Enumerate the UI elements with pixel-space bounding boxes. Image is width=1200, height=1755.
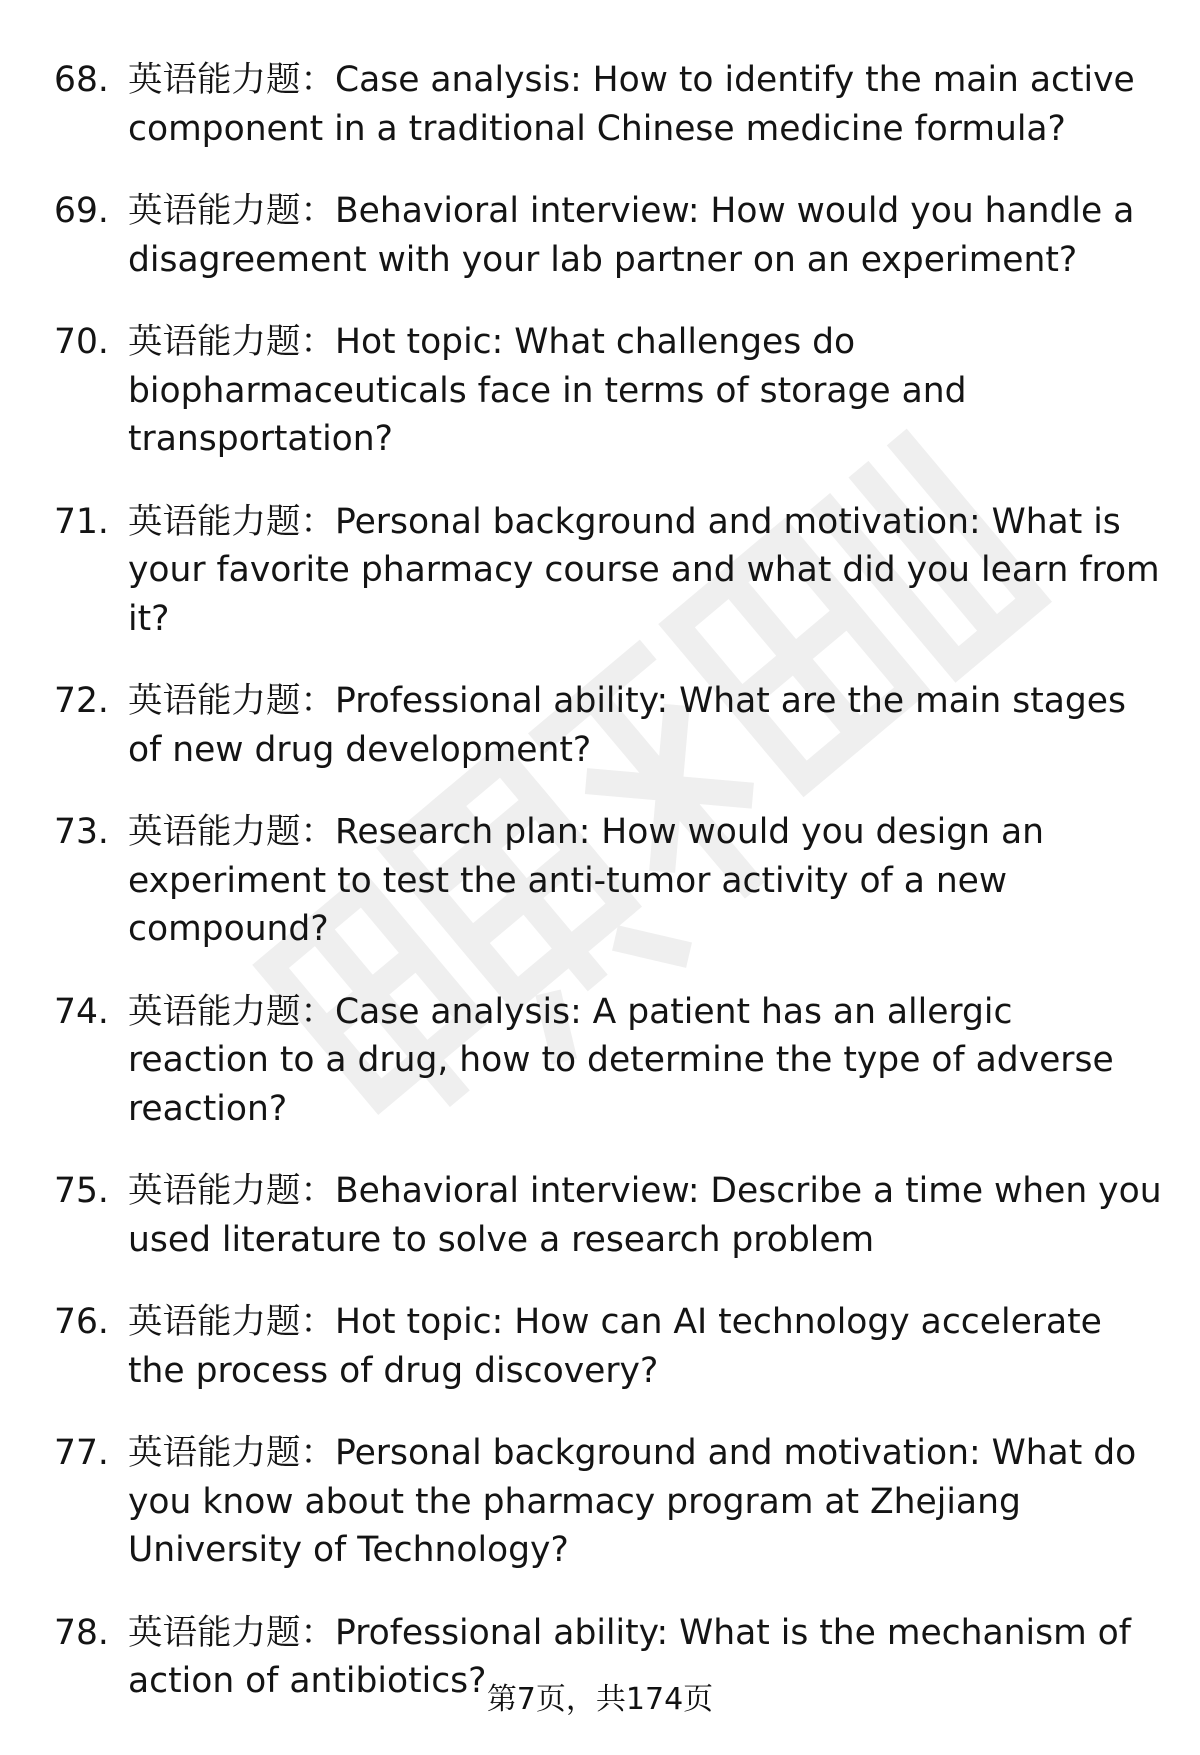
question-category-tag: 英语能力题：: [128, 322, 335, 362]
question-category-tag: 英语能力题：: [128, 501, 335, 542]
question-text: Personal background and motivation: What do you know about the pharmacy program at Zhejiang University of Technology?: [128, 1433, 1137, 1570]
question-body: [128, 988, 1164, 1134]
question-category-tag: 英语能力题：: [128, 1302, 335, 1342]
question-category-tag: 英语能力题：: [128, 60, 335, 100]
question-category-tag: 英语能力题：: [128, 1612, 335, 1653]
question-number: 70.: [54, 322, 109, 362]
page-number-footer: 第7页，共174页: [486, 1682, 714, 1717]
question-text: Behavioral interview: Describe a time when you used literature to solve a research problem: [128, 1171, 1162, 1260]
question-body: [128, 808, 1164, 954]
question-item: [54, 498, 1164, 644]
question-item: [54, 56, 1164, 153]
question-text: Behavioral interview: How would you handle a disagreement with your lab partner on an experiment?: [128, 191, 1135, 280]
question-text: Professional ability: What is the mechanism of action of antibiotics?: [128, 1612, 1131, 1701]
question-body: [128, 1298, 1164, 1395]
question-number: 71.: [54, 501, 109, 542]
question-category-tag: 英语能力题：: [128, 191, 335, 231]
question-number: 75.: [54, 1171, 109, 1211]
question-number: 68.: [54, 60, 109, 100]
question-text: Case analysis: A patient has an allergic reaction to a drug, how to determine the type of adverse reaction?: [128, 991, 1114, 1129]
question-body: [128, 1429, 1164, 1575]
question-text: Personal background and motivation: What is your favorite pharmacy course and what did you learn from it?: [128, 501, 1160, 639]
question-text: Hot topic: What challenges do biopharmaceuticals face in terms of storage and transportation?: [128, 322, 967, 459]
question-number: 72.: [54, 681, 109, 721]
question-category-tag: 英语能力题：: [128, 991, 335, 1032]
question-item: [54, 808, 1164, 954]
question-body: [128, 318, 1164, 464]
question-item: [54, 1298, 1164, 1395]
question-body: [128, 187, 1164, 284]
question-number: 74.: [54, 991, 109, 1032]
question-body: [128, 677, 1164, 774]
question-number: 78.: [54, 1612, 109, 1653]
question-list: [54, 56, 1164, 1740]
question-category-tag: 英语能力题：: [128, 812, 335, 852]
question-body: [128, 1167, 1164, 1264]
question-body: [128, 56, 1164, 153]
question-number: 77.: [54, 1433, 109, 1473]
question-item: [54, 677, 1164, 774]
question-item: [54, 187, 1164, 284]
question-item: [54, 1429, 1164, 1575]
question-text: Hot topic: How can AI technology accelerate the process of drug discovery?: [128, 1302, 1102, 1391]
question-text: Research plan: How would you design an experiment to test the anti-tumor activity of a new compound?: [128, 812, 1044, 949]
question-category-tag: 英语能力题：: [128, 681, 335, 721]
question-category-tag: 英语能力题：: [128, 1171, 335, 1211]
question-item: [54, 1167, 1164, 1264]
question-category-tag: 英语能力题：: [128, 1433, 335, 1473]
question-number: 76.: [54, 1302, 109, 1342]
question-text: Case analysis: How to identify the main active component in a traditional Chinese medicine formula?: [128, 60, 1135, 149]
question-item: [54, 318, 1164, 464]
question-text: Professional ability: What are the main stages of new drug development?: [128, 681, 1126, 770]
question-item: [54, 988, 1164, 1134]
question-body: [128, 498, 1164, 644]
question-number: 73.: [54, 812, 109, 852]
question-number: 69.: [54, 191, 109, 231]
